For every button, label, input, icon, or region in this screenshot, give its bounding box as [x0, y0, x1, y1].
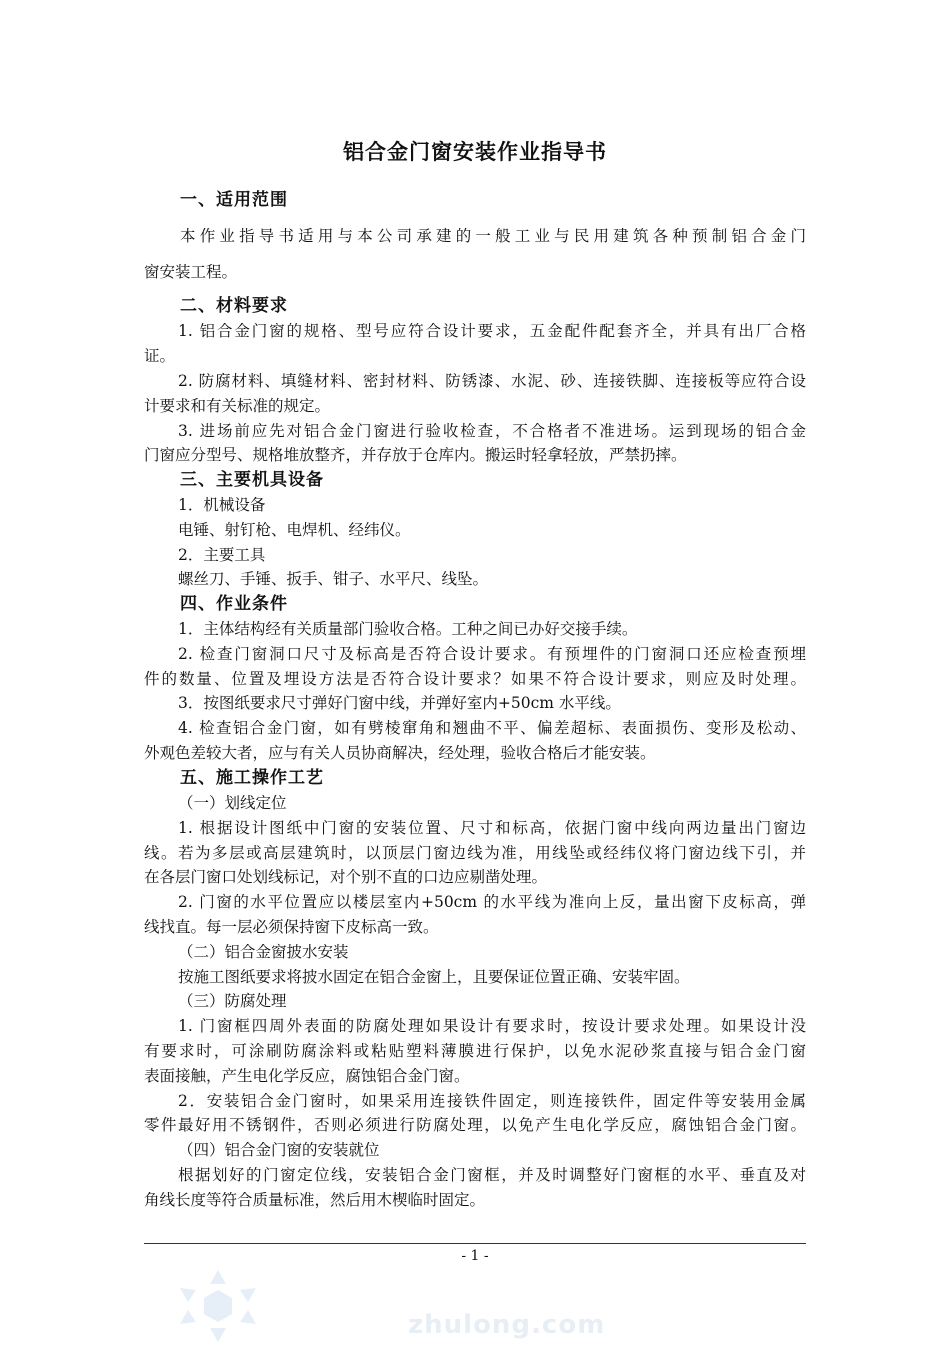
paragraph-line: 表面接触，产生电化学反应，腐蚀铝合金门窗。 — [144, 1067, 470, 1085]
paragraph-line: 本作业指导书适用与本公司承建的一般工业与民用建筑各种预制铝合金门 — [180, 227, 806, 245]
paragraph-line: 按施工图纸要求将披水固定在铝合金窗上，且要保证位置正确、安装牢固。 — [178, 968, 690, 986]
paragraph-line: 计要求和有关标准的规定。 — [144, 397, 331, 415]
paragraph-line: 有要求时，可涂刷防腐涂料或粘贴塑料薄膜进行保护，以免水泥砂浆直接与铝合金门窗 — [144, 1042, 806, 1060]
paragraph-line: 件的数量、位置及埋设方法是否符合设计要求？如果不符合设计要求，则应及时处理。 — [144, 670, 806, 688]
footer-divider — [144, 1243, 806, 1244]
paragraph-line: 角线长度等符合质量标准，然后用木楔临时固定。 — [144, 1191, 486, 1209]
section-2-heading: 二、材料要求 — [180, 296, 288, 316]
section-1-heading: 一、适用范围 — [180, 190, 288, 210]
paragraph-line: 在各层门窗口处划线标记，对个别不直的口边应剔凿处理。 — [144, 868, 548, 886]
section-3-heading: 三、主要机具设备 — [180, 470, 324, 490]
paragraph-line: 2．安装铝合金门窗时，如果采用连接铁件固定，则连接铁件，固定件等安装用金属 — [178, 1092, 806, 1110]
paragraph-line: 线找直。每一层必须保持窗下皮标高一致。 — [144, 918, 439, 936]
subsection-heading: （三）防腐处理 — [178, 992, 287, 1010]
paragraph-line: 零件最好用不锈钢件，否则必须进行防腐处理，以免产生电化学反应，腐蚀铝合金门窗。 — [144, 1116, 806, 1134]
snowflake-logo-icon — [176, 1268, 260, 1348]
paragraph-line: 1. 根据设计图纸中门窗的安装位置、尺寸和标高，依据门窗中线向两边量出门窗边 — [178, 819, 806, 837]
paragraph-line: 外观色差较大者，应与有关人员协商解决，经处理，验收合格后才能安装。 — [144, 744, 656, 762]
paragraph-line: 2. 防腐材料、填缝材料、密封材料、防锈漆、水泥、砂、连接铁脚、连接板等应符合设 — [178, 372, 806, 390]
paragraph-line: 螺丝刀、手锤、扳手、钳子、水平尺、线坠。 — [178, 570, 489, 588]
watermark-text: zhulong.com — [408, 1310, 606, 1340]
paragraph-line: 4. 检查铝合金门窗，如有劈棱窜角和翘曲不平、偏差超标、表面损伤、变形及松动、 — [178, 719, 806, 737]
paragraph-line: 窗安装工程。 — [144, 263, 238, 281]
paragraph-line: 根据划好的门窗定位线，安装铝合金门窗框，并及时调整好门窗框的水平、垂直及对 — [178, 1166, 806, 1184]
subsection-heading: （一）划线定位 — [178, 794, 287, 812]
paragraph-line: 3．按图纸要求尺寸弹好门窗中线，并弹好室内+50cm 水平线。 — [178, 694, 621, 712]
paragraph-line: 证。 — [144, 347, 176, 365]
paragraph-line: 门窗应分型号、规格堆放整齐，并存放于仓库内。搬运时轻拿轻放，严禁扔摔。 — [144, 446, 687, 464]
subsection-heading: （二）铝合金窗披水安装 — [178, 943, 349, 961]
list-item: 2．主要工具 — [178, 546, 266, 564]
document-title: 铝合金门窗安装作业指导书 — [343, 140, 607, 164]
list-item: 1．机械设备 — [178, 496, 266, 514]
paragraph-line: 1．主体结构经有关质量部门验收合格。工种之间已办好交接手续。 — [178, 620, 638, 638]
paragraph-line: 2. 检查门窗洞口尺寸及标高是否符合设计要求。有预埋件的门窗洞口还应检查预埋 — [178, 645, 806, 663]
page-number: - 1 - — [461, 1248, 489, 1264]
paragraph-line: 1. 门窗框四周外表面的防腐处理如果设计有要求时，按设计要求处理。如果设计没 — [178, 1017, 806, 1035]
paragraph-line: 1. 铝合金门窗的规格、型号应符合设计要求，五金配件配套齐全，并具有出厂合格 — [178, 322, 806, 340]
section-4-heading: 四、作业条件 — [180, 594, 288, 614]
paragraph-line: 电锤、射钉枪、电焊机、经纬仪。 — [178, 521, 411, 539]
paragraph-line: 2. 门窗的水平位置应以楼层室内+50cm 的水平线为准向上反，量出窗下皮标高，弹 — [178, 893, 806, 911]
subsection-heading: （四）铝合金门窗的安装就位 — [178, 1141, 380, 1159]
paragraph-line: 3. 进场前应先对铝合金门窗进行验收检查，不合格者不准进场。运到现场的铝合金 — [178, 422, 806, 440]
paragraph-line: 线。若为多层或高层建筑时，以顶层门窗边线为准，用线坠或经纬仪将门窗边线下引，并 — [144, 844, 806, 862]
section-5-heading: 五、施工操作工艺 — [180, 768, 324, 788]
